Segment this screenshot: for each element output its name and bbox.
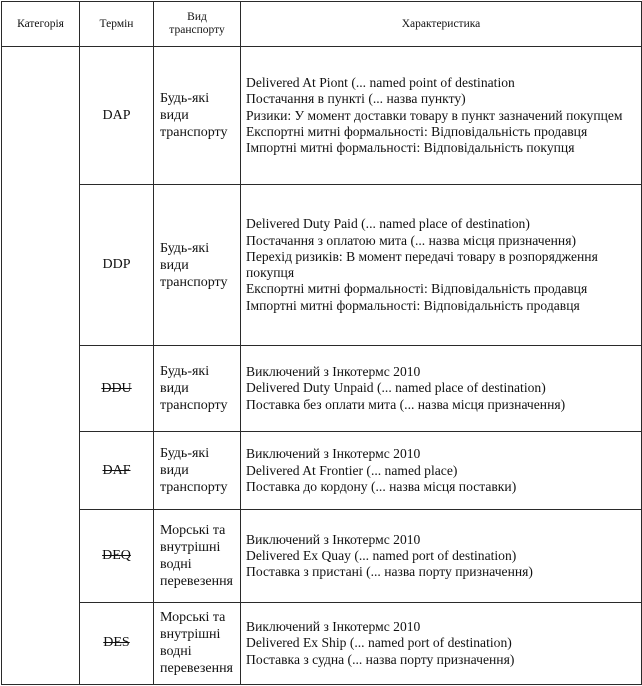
characteristic-line: Перехід ризиків: В момент передачі товару в розпорядження покупця [246,248,598,281]
characteristics-cell [241,47,642,185]
characteristics-cell [241,510,642,602]
characteristics-cell [241,602,642,684]
characteristic-line: Поставка без оплати мита (... назва місця призначення) [246,396,566,412]
transport-cell: Морські та внутрішні водні перевезення [154,510,241,602]
term-cell: DDU [80,345,154,431]
category-cell [2,47,80,685]
header-transport: Вид транспорту [154,2,241,47]
characteristics-cell [241,185,642,346]
characteristic-line: Поставка з пристані (... назва порту призначення) [246,564,533,580]
characteristic-line: Виключений з Інкотермс 2010 [246,446,421,462]
characteristic-line: Постачання з оплатою мита (... назва місця призначення) [246,232,576,248]
characteristic-line: Виключений з Інкотермс 2010 [246,364,421,380]
characteristics-cell [241,345,642,431]
transport-cell: Будь-які види транспорту [154,185,241,346]
term-cell: DEQ [80,510,154,602]
table-row [2,602,642,684]
characteristic-line: Виключений з Інкотермс 2010 [246,531,421,547]
table-row [2,432,642,510]
characteristic-line: Постачання в пункті (... назва пункту) [246,91,466,107]
characteristic-line: Delivered Duty Unpaid (... named place of destination) [246,380,546,396]
characteristic-line: Delivered Duty Paid (... named place of destination) [246,216,530,232]
header-characteristics: Характеристика [241,2,642,47]
table-row [2,510,642,602]
transport-cell: Будь-які види транспорту [154,432,241,510]
characteristic-line: Delivered At Piont (... named point of destination [246,74,515,90]
characteristic-line: Експортні митні формальності: Відповідальність продавця [246,281,588,297]
characteristic-line: Поставка з судна (... назва порту призначення) [246,651,515,667]
characteristic-line: Імпортні митні формальності: Відповідальність покупця [246,140,575,156]
characteristic-line: Поставка до кордону (... назва місця поставки) [246,478,517,494]
table-row [2,47,642,185]
term-cell: DAP [80,47,154,185]
header-term: Термін [80,2,154,47]
characteristic-line: Експортні митні формальності: Відповідальність продавця [246,123,588,139]
transport-cell: Морські та внутрішні водні перевезення [154,602,241,684]
characteristic-line: Імпортні митні формальності: Відповідальність продавця [246,297,580,313]
term-cell: DES [80,602,154,684]
table-row [2,185,642,346]
term-cell: DAF [80,432,154,510]
transport-cell: Будь-які види транспорту [154,345,241,431]
table-row [2,345,642,431]
characteristic-line: Ризики: У момент доставки товару в пункт зазначений покупцем [246,107,623,123]
header-row [2,2,642,47]
characteristic-line: Delivered Ex Quay (... named port of destination) [246,547,517,563]
characteristic-line: Виключений з Інкотермс 2010 [246,618,421,634]
characteristic-line: Delivered Ex Ship (... named port of destination) [246,635,512,651]
term-cell: DDP [80,185,154,346]
characteristics-cell [241,432,642,510]
header-category: Категорія [2,2,80,47]
incoterms-table [1,1,642,685]
transport-cell: Будь-які види транспорту [154,47,241,185]
characteristic-line: Delivered At Frontier (... named place) [246,462,458,478]
